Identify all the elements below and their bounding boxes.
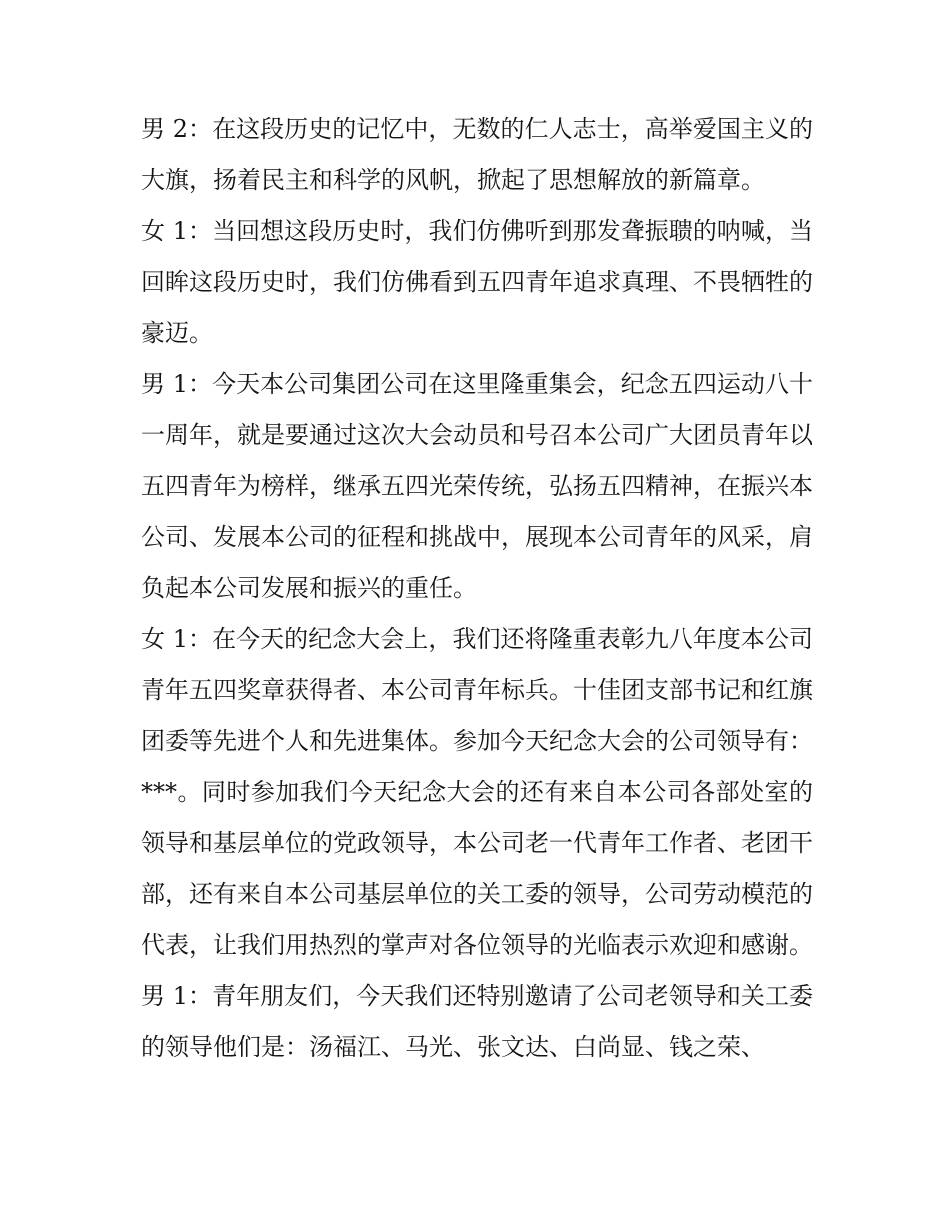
dialogue-text: 当回想这段历史时，我们仿佛听到那发聋振聩的呐喊，当回眸这段历史时，我们仿佛看到五四青年追求真理、不畏牺牲的豪迈。 (141, 217, 813, 347)
document-body (141, 104, 813, 1073)
speaker-label: 男 1： (141, 370, 213, 398)
dialogue-paragraph-1 (141, 104, 813, 206)
speaker-label: 女 1： (141, 625, 213, 653)
speaker-label: 男 2： (141, 115, 213, 143)
dialogue-paragraph-3 (141, 359, 813, 614)
dialogue-text: 在这段历史的记忆中，无数的仁人志士，高举爱国主义的大旗，扬着民主和科学的风帆，掀起了思想解放的新篇章。 (141, 115, 813, 194)
dialogue-paragraph-5 (141, 971, 813, 1073)
dialogue-text: 今天本公司集团公司在这里隆重集会，纪念五四运动八十一周年，就是要通过这次大会动员和号召本公司广大团员青年以五四青年为榜样，继承五四光荣传统，弘扬五四精神，在振兴本公司、发展本公司的征程和挑战中，展现本公司青年的风采，肩负起本公司发展和振兴的重任。 (141, 370, 813, 602)
speaker-label: 女 1： (141, 217, 213, 245)
dialogue-text: 青年朋友们，今天我们还特别邀请了公司老领导和关工委的领导他们是：汤福江、马光、张文达、白尚显、钱之荣、 (141, 982, 813, 1061)
dialogue-paragraph-2 (141, 206, 813, 359)
dialogue-paragraph-4 (141, 614, 813, 971)
speaker-label: 男 1： (141, 982, 213, 1010)
dialogue-text: 在今天的纪念大会上，我们还将隆重表彰九八年度本公司青年五四奖章获得者、本公司青年标兵。十佳团支部书记和红旗团委等先进个人和先进集体。参加今天纪念大会的公司领导有：***。同时参加我们今天纪念大会的还有来自本公司各部处室的领导和基层单位的党政领导，本公司老一代青年工作者、老团干部，还有来自本公司基层单位的关工委的领导，公司劳动模范的代表，让我们用热烈的掌声对各位领导的光临表示欢迎和感谢。 (141, 625, 813, 959)
